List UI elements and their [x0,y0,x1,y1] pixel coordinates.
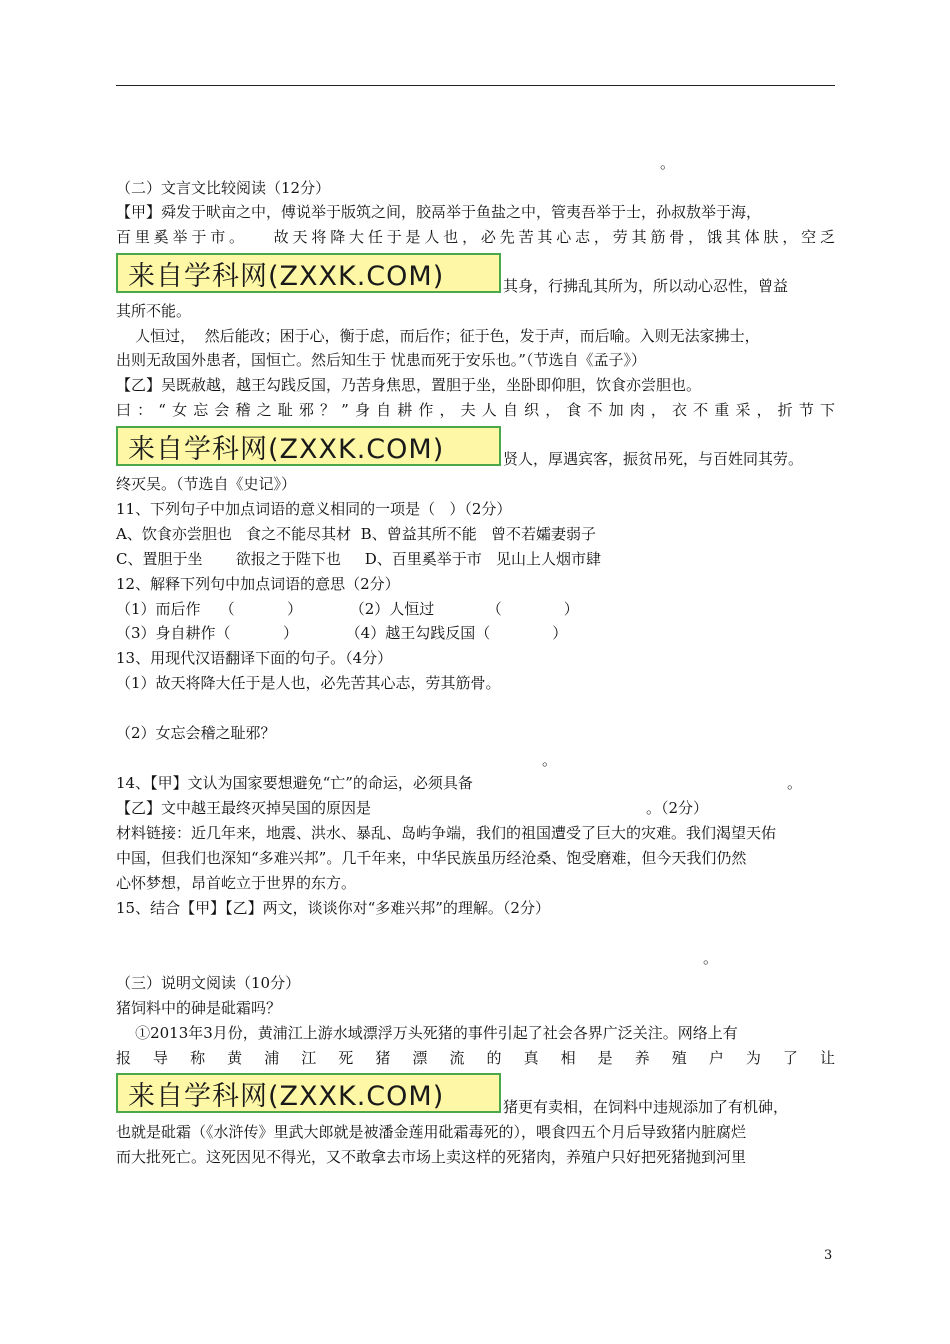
article-line-5: 而大批死亡。这死因见不得光，又不敢拿去市场上卖这样的死猪肉，养殖户只好把死猪抛到河里 [116,1148,747,1166]
jia-line-2: 百里奚举于市。 故天将降大任于是人也，必先苦其心志，劳其筋骨，饿其体肤，空乏 [116,228,835,246]
question-14-part-2: 【乙】文中越王最终灭掉吴国的原因是 [116,799,372,817]
article-title: 猪饲料中的砷是砒霜吗？ [116,999,282,1017]
watermark-banner-2: 来自学科网(ZXXK.COM) [116,426,501,466]
header-rule [116,85,835,86]
jia-line-5: 人恒过， 然后能改；困于心，衡于虑，而后作；征于色，发于声，而后喻。入则无法家拂士， [116,327,760,345]
article-line-4: 也就是砒霜（《水浒传》里武大郎就是被潘金莲用砒霜毒死的），喂食四五个月后导致猪内脏腐烂 [116,1123,747,1141]
question-15: 15、结合【甲】【乙】两文，谈谈你对“多难兴邦”的理解。（2分） [116,899,550,917]
yi-line-4: 终灭吴。（节选自《史记》） [116,475,297,493]
material-line-1: 材料链接：近几年来，地震、洪水、暴乱、岛屿争端，我们的祖国遭受了巨大的灾难。我们渴望天佑 [116,824,777,842]
question-11: 11、下列句子中加点词语的意义相同的一项是（ ）（2分） [116,500,512,518]
period-mark: 。 [787,774,803,792]
question-13-item-2: （2）女忘会稽之耻邪？ [116,724,276,742]
question-13: 13、用现代汉语翻译下面的句子。（4分） [116,649,393,667]
watermark-banner-1: 来自学科网(ZXXK.COM) [116,253,501,293]
article-line-3: 猪更有卖相，在饲料中违规添加了有机砷， [503,1098,789,1116]
question-13-item-1: （1）故天将降大任于是人也，必先苦其心志，劳其筋骨。 [116,674,501,692]
period-mark: 。 [660,154,676,172]
yi-line-1: 【乙】吴既赦越，越王勾践反国，乃苦身焦思，置胆于坐，坐卧即仰胆，饮食亦尝胆也。 [116,376,702,394]
period-mark: 。 [542,751,558,769]
material-line-3: 心怀梦想，昂首屹立于世界的东方。 [116,874,357,892]
question-14-score: 。（2分） [646,799,709,817]
article-line-1: ①2013年3月份，黄浦江上游水域漂浮万头死猪的事件引起了社会各界广泛关注。网络上有 [116,1024,738,1042]
watermark-banner-3: 来自学科网(ZXXK.COM) [116,1073,501,1113]
period-mark: 。 [703,949,719,967]
jia-line-3: 其身，行拂乱其所为，所以动心忍性，曾益 [503,277,789,295]
article-line-2: 报导称黄浦江死猪漂流的真相是养殖户为了让 [116,1049,835,1067]
jia-line-1: 【甲】舜发于畎亩之中，傅说举于版筑之间，胶鬲举于鱼盐之中，管夷吾举于士，孙叔敖举于海， [116,203,762,221]
jia-line-6: 出则无敌国外患者，国恒亡。然后知生于 忧患而死于安乐也。”（节选自《孟子》） [116,351,646,369]
question-12-items-2: （3）身自耕作（ ） （4）越王勾践反国（ ） [116,624,568,642]
question-12: 12、解释下列句中加点词语的意思（2分） [116,575,400,593]
yi-line-3: 贤人，厚遇宾客，振贫吊死，与百姓同其劳。 [503,450,804,468]
section3-heading: （三）说明文阅读（10分） [116,974,301,992]
question-11-options-cd: C、置胆于坐 欲报之于陛下也 D、百里奚举于市 见山上人烟市肆 [116,550,602,568]
yi-line-2: 曰：“女忘会稽之耻邪？”身自耕作，夫人自织，食不加肉，衣不重采，折节下 [116,401,835,419]
material-line-2: 中国，但我们也深知“多难兴邦”。几千年来，中华民族虽历经沧桑、饱受磨难，但今天我们仍然 [116,849,747,867]
question-12-items-1: （1）而后作 （ ） （2）人恒过 （ ） [116,600,579,618]
page-number: 3 [824,1248,833,1263]
question-11-options-ab: A、饮食亦尝胆也 食之不能尽其材 B、曾益其所不能 曾不若孀妻弱子 [116,525,597,543]
section2-heading: （二）文言文比较阅读（12分） [116,179,331,197]
jia-line-4: 其所不能。 [116,302,192,320]
question-14-part-1: 14、【甲】文认为国家要想避免“亡”的命运，必须具备 [116,774,473,792]
